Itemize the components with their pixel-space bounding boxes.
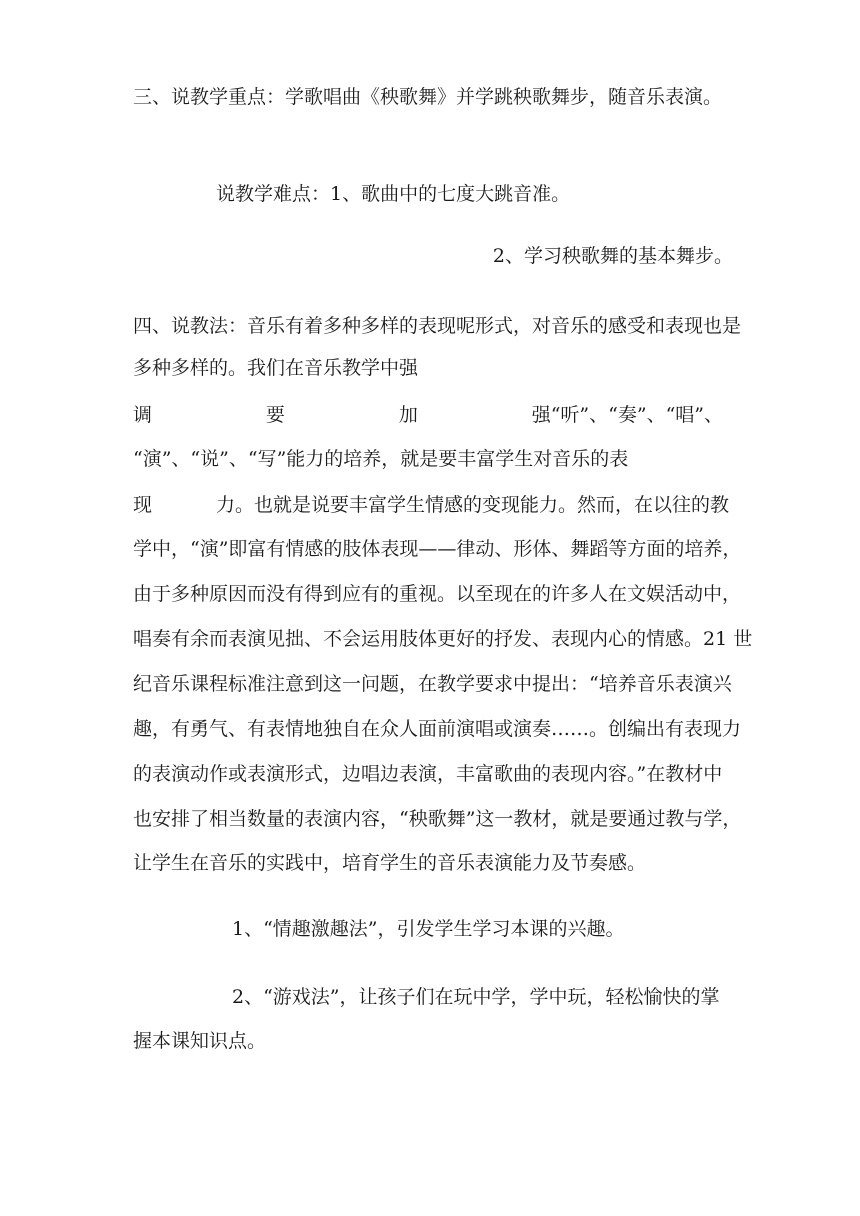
teaching-method-line-2: 多种多样的。我们在音乐教学中强 (133, 357, 419, 379)
teaching-focus-heading: 三、说教学重点：学歌唱曲《秧歌舞》并学跳秧歌舞步，随音乐表演。 (133, 86, 723, 108)
method-item-2-line-1: 2、“游戏法”，让孩子们在玩中学，学中玩，轻松愉快的掌 (232, 986, 720, 1008)
body-line-7: 也安排了相当数量的表演内容，“秧歌舞”这一教材，就是要通过教与学， (133, 808, 742, 830)
teaching-difficulty-2: 2、学习秧歌舞的基本舞步。 (492, 245, 733, 267)
spread-part-1: 调 (133, 404, 153, 426)
body-line-2: 由于多种原因而没有得到应有的重视。以至现在的许多人在文娱活动中， (133, 583, 742, 605)
spread-part-2: 要 (265, 404, 285, 426)
method-item-1: 1、“情趣激趣法”，引发学生学习本课的兴趣。 (232, 918, 625, 940)
body-line-1: 学中，“演”即富有情感的肢体表现——律动、形体、舞蹈等方面的培养， (133, 538, 742, 560)
method-item-2-line-2: 握本课知识点。 (133, 1030, 267, 1052)
body-line-4: 纪音乐课程标准注意到这一问题，在教学要求中提出：“培养音乐表演兴 (133, 673, 732, 695)
teaching-method-line-4: “演”、“说”、“写”能力的培养，就是要丰富学生对音乐的表 (133, 448, 629, 470)
teaching-method-line-1: 四、说教法：音乐有着多种多样的表现呢形式，对音乐的感受和表现也是 (133, 315, 742, 337)
teaching-method-line-5 (133, 493, 733, 517)
body-line-8: 让学生在音乐的实践中，培育学生的音乐表演能力及节奏感。 (133, 852, 647, 874)
spread-part-4: 强“听”、“奏”、“唱”、 (531, 404, 723, 426)
teaching-method-line-3 (133, 403, 733, 427)
line5-part-2: 力。也就是说要丰富学生情感的变现能力。然而，在以往的教 (216, 494, 730, 516)
spread-part-3: 加 (398, 404, 418, 426)
body-line-5: 趣，有勇气、有表情地独自在众人面前演唱或演奏……。创编出有表现力 (133, 718, 742, 740)
teaching-difficulty-1: 说教学难点：1、歌曲中的七度大跳音准。 (216, 183, 571, 205)
line5-part-1: 现 (133, 494, 153, 516)
body-line-6: 的表演动作或表演形式，边唱边表演，丰富歌曲的表现内容。”在教材中 (133, 763, 723, 785)
body-line-3: 唱奏有余而表演见拙、不会运用肢体更好的抒发、表现内心的情感。21 世 (133, 628, 753, 650)
